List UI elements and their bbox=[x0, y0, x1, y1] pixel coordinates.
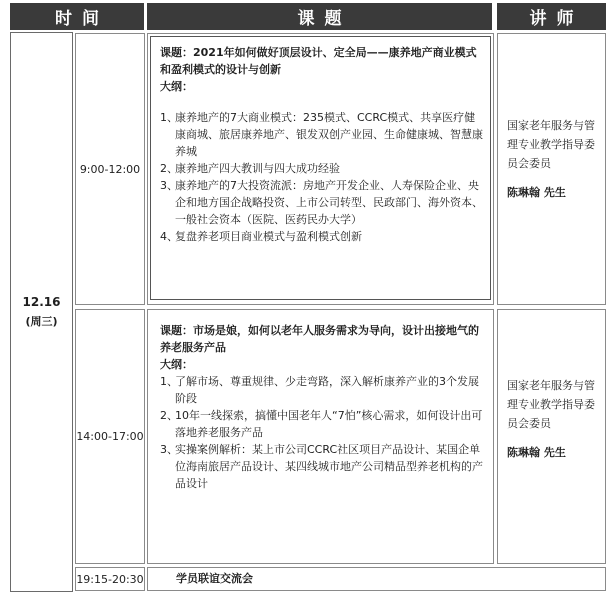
header-time: 时间 bbox=[10, 3, 144, 30]
date-cell bbox=[10, 32, 73, 592]
session-2-title: 课题：市场是娘，如何以老年人服务需求为导向，设计出接地气的养老服务产品 bbox=[160, 324, 479, 354]
list-item: 2、 康养地产四大教训与四大成功经验 bbox=[160, 162, 340, 175]
speaker-title: 国家老年服务与管理专业教学指导委员会委员 bbox=[507, 379, 595, 430]
session-3-time: 19:15-20:30 bbox=[76, 572, 144, 586]
speaker-name: 陈琳翰 先生 bbox=[507, 186, 566, 199]
session-2-outline-label: 大纲： bbox=[160, 358, 193, 371]
list-item: 1、 康养地产的7大商业模式：235模式、CCRC模式、共享医疗健康商城、旅居康养地产、银发双创产业园、生命健康城、智慧康养城 bbox=[160, 111, 483, 158]
speaker-title: 国家老年服务与管理专业教学指导委员会委员 bbox=[507, 119, 595, 170]
session-1-outline-label: 大纲： bbox=[160, 80, 193, 93]
list-item: 4、 复盘养老项目商业模式与盈利模式创新 bbox=[160, 230, 362, 243]
date-weekday: (周三) bbox=[25, 315, 58, 328]
session-2-time: 14:00-17:00 bbox=[76, 430, 144, 443]
speaker-name: 陈琳翰 先生 bbox=[507, 446, 566, 459]
session-1-time: 9:00-12:00 bbox=[79, 162, 141, 176]
session-1-outline bbox=[160, 109, 485, 245]
header-topic: 课题 bbox=[147, 3, 492, 30]
list-item: 1、 了解市场、尊重规律、少走弯路，深入解析康养产业的3个发展阶段 bbox=[160, 375, 479, 405]
session-1-content bbox=[160, 44, 485, 245]
session-2-speaker bbox=[507, 376, 602, 462]
session-2-content bbox=[160, 322, 485, 492]
session-3-title: 学员联谊交流会 bbox=[176, 572, 253, 585]
list-item: 2、 10年一线探索，搞懂中国老年人“7怕”核心需求，如何设计出可落地养老服务产品 bbox=[160, 409, 483, 439]
date-day: 12.16 bbox=[22, 295, 61, 309]
header-lecturer: 讲师 bbox=[497, 3, 606, 30]
session-2-outline bbox=[160, 373, 485, 492]
session-1-speaker bbox=[507, 116, 602, 202]
list-item: 3、 实操案例解析：某上市公司CCRC社区项目产品设计、某国企单位海南旅居产品设计、某四线城市地产公司精品型养老机构的产品设计 bbox=[160, 443, 483, 490]
list-item: 3、 康养地产的7大投资流派：房地产开发企业、人寿保险企业、央企和地方国企战略投资、上市公司转型、民政部门、海外资本、一般社会资本（医院、医药民办大学） bbox=[160, 179, 483, 226]
session-1-title: 课题：2021年如何做好顶层设计、定全局——康养地产商业模式和盈利模式的设计与创新 bbox=[160, 46, 477, 76]
